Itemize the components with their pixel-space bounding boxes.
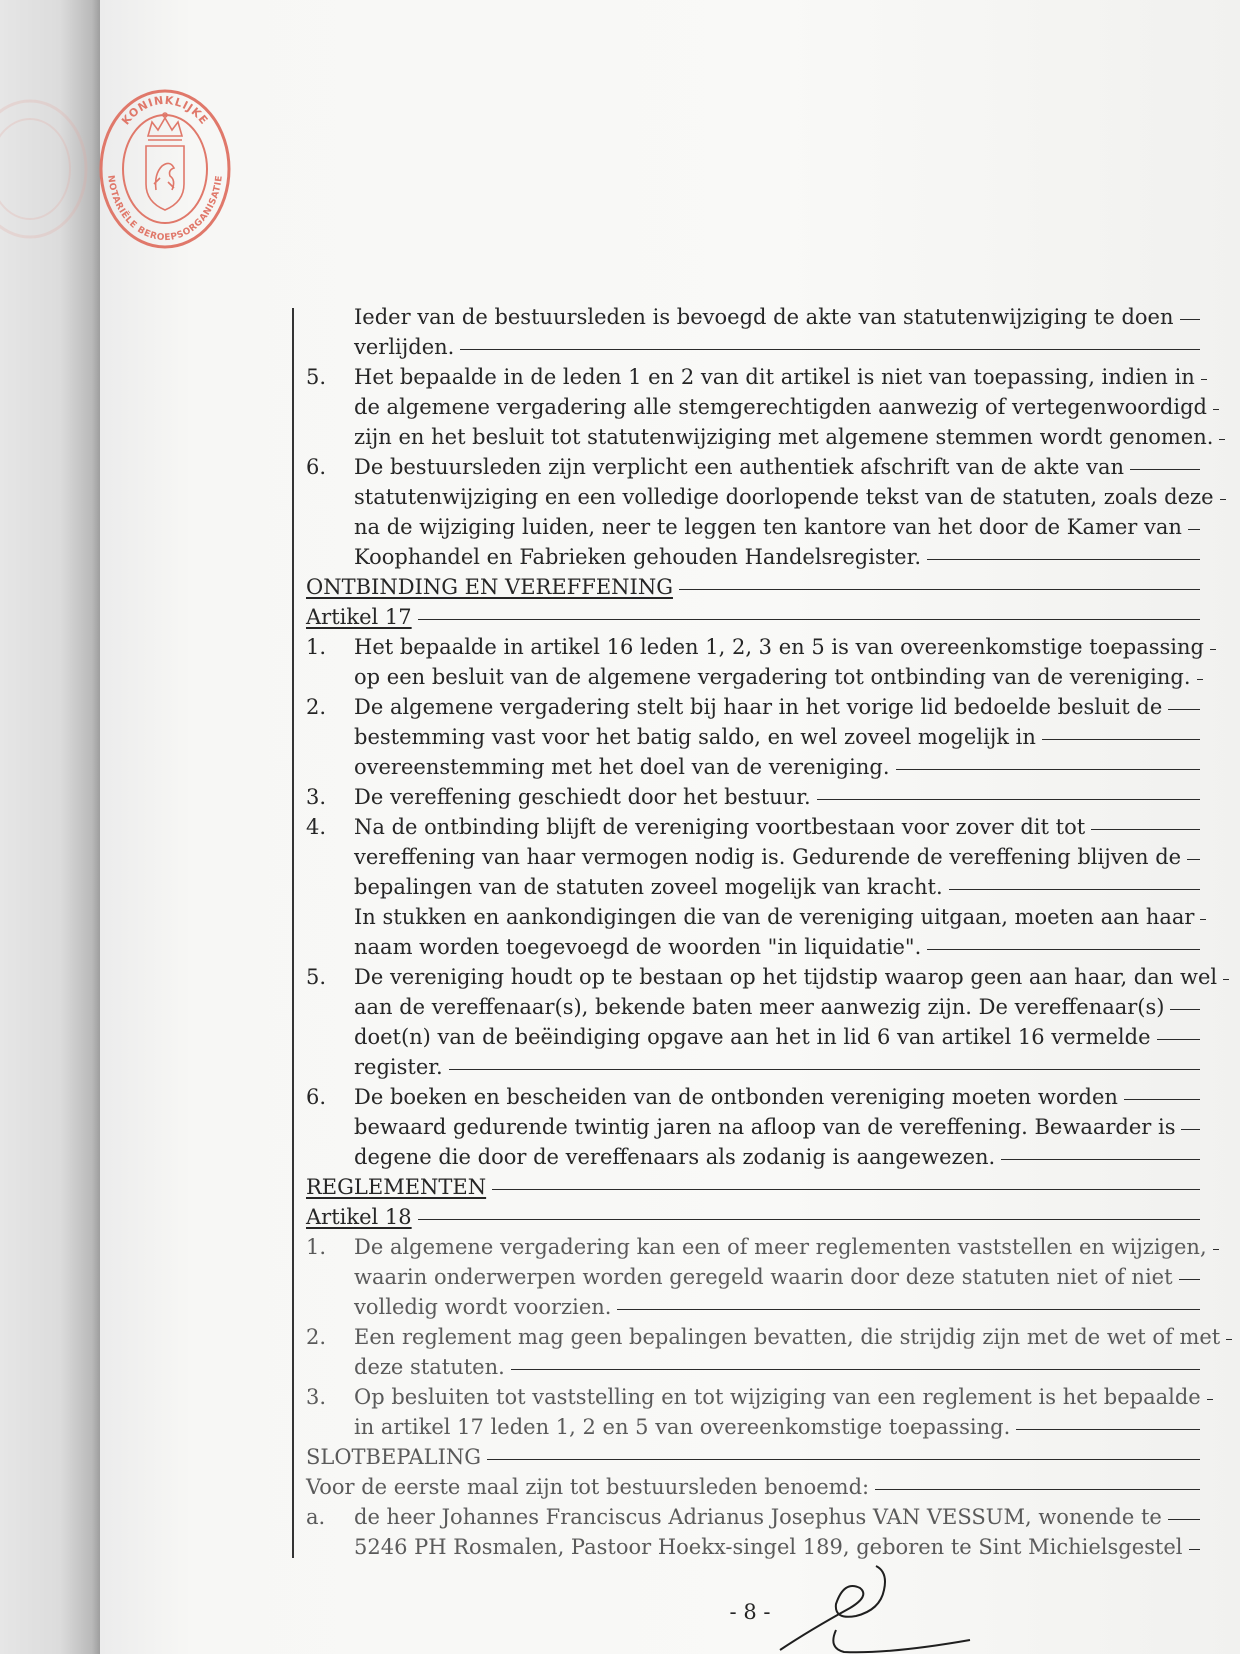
fill-dash (1179, 1279, 1200, 1280)
section-heading (306, 572, 1200, 602)
text-line (306, 692, 1200, 722)
clause-number: 6. (306, 1085, 327, 1109)
fill-dash (1168, 709, 1200, 710)
line-text: bepalingen van de statuten zoveel mogelijk van kracht. (354, 875, 943, 899)
notary-seal-stamp (98, 88, 232, 250)
line-text: In stukken en aankondigingen die van de vereniging uitgaan, moeten aan haar (354, 905, 1195, 929)
text-line (306, 1142, 1200, 1172)
fill-dash (1187, 859, 1200, 860)
fill-dash (896, 769, 1200, 770)
line-text: De boeken en bescheiden van de ontbonden vereniging moeten worden (354, 1085, 1118, 1109)
text-line (306, 752, 1200, 782)
text-line (306, 1232, 1207, 1262)
fill-dash (511, 1369, 1200, 1370)
text-line (306, 782, 1200, 812)
heading-text: ONTBINDING EN VEREFFENING (306, 575, 673, 599)
text-line (306, 1322, 1221, 1352)
text-line (306, 842, 1200, 872)
line-text: overeenstemming met het doel van de vereniging. (354, 755, 890, 779)
line-text: naam worden toegevoegd de woorden "in liquidatie". (354, 935, 922, 959)
line-text: op een besluit van de algemene vergadering tot ontbinding van de vereniging. (354, 665, 1191, 689)
fill-dash (927, 559, 1200, 560)
text-line (306, 512, 1200, 542)
clause-number: 1. (306, 1235, 327, 1259)
fill-dash (1181, 1129, 1200, 1130)
line-text: bestemming vast voor het batig saldo, en wel zoveel mogelijk in (354, 725, 1036, 749)
fill-dash (1219, 439, 1225, 440)
fill-dash (949, 889, 1200, 890)
section-heading (306, 1202, 1200, 1232)
seal-bottom-text: NOTARIËLE BEROEPSORGANISATIE (105, 174, 225, 244)
fill-dash (1042, 739, 1200, 740)
clause-number: 2. (306, 695, 327, 719)
fill-dash (1201, 379, 1207, 380)
clause-number: 4. (306, 815, 327, 839)
line-text: deze statuten. (354, 1355, 505, 1379)
fill-dash (1220, 499, 1226, 500)
line-text: Ieder van de bestuursleden is bevoegd de akte van statutenwijziging te doen (354, 305, 1174, 329)
text-line (306, 392, 1207, 422)
text-line (306, 902, 1200, 932)
heading-text: Artikel 17 (306, 605, 412, 629)
line-text: bewaard gedurende twintig jaren na afloop van de vereffening. Bewaarder is (354, 1115, 1176, 1139)
text-line (306, 1412, 1200, 1442)
clause-number: a. (306, 1505, 326, 1529)
fill-dash (875, 1489, 1200, 1490)
book-fold (0, 0, 100, 1654)
text-line (306, 332, 1200, 362)
line-text: register. (354, 1055, 443, 1079)
clause-number: 5. (306, 965, 327, 989)
text-line (306, 1502, 1200, 1532)
line-text: De bestuursleden zijn verplicht een authentiek afschrift van de akte van (354, 455, 1125, 479)
svg-text:KONINKLIJKE (119, 94, 211, 128)
svg-text:NOTARIËLE BEROEPSORGANISATIE (105, 175, 225, 244)
line-text: De vereniging houdt op te bestaan op het tijdstip waarop geen aan haar, dan wel (354, 965, 1218, 989)
fill-dash (1223, 979, 1229, 980)
fill-dash (1124, 1099, 1200, 1100)
ghost-seal-imprint (0, 96, 90, 242)
lion-shield-icon (146, 146, 184, 210)
fill-dash (817, 799, 1200, 800)
line-text: in artikel 17 leden 1, 2 en 5 van overeenkomstige toepassing. (354, 1415, 1011, 1439)
section-heading (306, 1172, 1200, 1202)
line-text: degene die door de vereffenaars als zodanig is aangewezen. (354, 1145, 996, 1169)
fill-dash (1213, 409, 1219, 410)
line-text: de heer Johannes Franciscus Adrianus Josephus VAN VESSUM, wonende te (354, 1505, 1162, 1529)
fill-dash (487, 1459, 1200, 1460)
fill-dash (449, 1069, 1200, 1070)
text-line (306, 632, 1204, 662)
line-text: doet(n) van de beëindiging opgave aan het in lid 6 van artikel 16 vermelde (354, 1025, 1151, 1049)
line-text: waarin onderwerpen worden geregeld waarin door deze statuten niet of niet (354, 1265, 1173, 1289)
clause-number: 5. (306, 365, 327, 389)
text-line (306, 992, 1200, 1022)
fill-dash (1016, 1429, 1200, 1430)
text-line (306, 1022, 1200, 1052)
text-line (306, 962, 1218, 992)
heading-text: REGLEMENTEN (306, 1175, 487, 1199)
line-text: Koophandel en Fabrieken gehouden Handelsregister. (354, 545, 921, 569)
fill-dash (1180, 319, 1200, 320)
fill-dash (1130, 469, 1200, 470)
line-text: na de wijziging luiden, neer te leggen ten kantore van het door de Kamer van (354, 515, 1182, 539)
line-text: de algemene vergadering alle stemgerechtigden aanwezig of vertegenwoordigd (354, 395, 1207, 419)
line-text: 5246 PH Rosmalen, Pastoor Hoekx-singel 189, geboren te Sint Michielsgestel (354, 1535, 1183, 1559)
text-line (306, 1532, 1200, 1562)
fill-dash (1189, 1549, 1200, 1550)
line-text: Op besluiten tot vaststelling en tot wijziging van een reglement is het bepaalde (354, 1385, 1201, 1409)
clause-number: 1. (306, 635, 327, 659)
fill-dash (1001, 1159, 1200, 1160)
fill-dash (679, 589, 1200, 590)
text-line (306, 1352, 1200, 1382)
clause-number: 6. (306, 455, 327, 479)
fill-dash (1091, 829, 1200, 830)
line-text: aan de vereffenaar(s), bekende baten meer aanwezig zijn. De vereffenaar(s) (354, 995, 1165, 1019)
fill-dash (460, 349, 1200, 350)
text-line (306, 542, 1200, 572)
fill-dash (1207, 1399, 1213, 1400)
text-line (306, 362, 1200, 392)
text-line (306, 302, 1200, 332)
fill-dash (1226, 1339, 1232, 1340)
line-text: Een reglement mag geen bepalingen bevatten, die strijdig zijn met de wet of met (354, 1325, 1221, 1349)
fill-dash (927, 949, 1200, 950)
text-line (306, 422, 1214, 452)
fill-dash (1200, 919, 1206, 920)
line-text: Voor de eerste maal zijn tot bestuursleden benoemd: (306, 1475, 870, 1499)
line-text: De vereffening geschiedt door het bestuur. (354, 785, 811, 809)
fill-dash (492, 1189, 1200, 1190)
text-line (306, 452, 1200, 482)
heading-text: Artikel 18 (306, 1205, 412, 1229)
text-line (306, 872, 1200, 902)
text-line (306, 1112, 1200, 1142)
fill-dash (1210, 649, 1216, 650)
line-text: Het bepaalde in artikel 16 leden 1, 2, 3 en 5 is van overeenkomstige toepassing (354, 635, 1204, 659)
fill-dash (1213, 1249, 1219, 1250)
text-line (306, 1382, 1200, 1412)
section-heading (306, 1442, 1200, 1472)
fill-dash (1157, 1039, 1201, 1040)
line-text: zijn en het besluit tot statutenwijziging met algemene stemmen wordt genomen. (354, 425, 1214, 449)
fill-dash (1168, 1519, 1200, 1520)
text-line (306, 1052, 1200, 1082)
line-text: De algemene vergadering stelt bij haar in het vorige lid bedoelde besluit de (354, 695, 1163, 719)
line-text: Na de ontbinding blijft de vereniging voortbestaan voor zover dit tot (354, 815, 1086, 839)
text-line (306, 1292, 1200, 1322)
deed-text (306, 302, 1221, 1562)
text-line (306, 1082, 1200, 1112)
clause-number: 3. (306, 785, 327, 809)
clause-number: 2. (306, 1325, 327, 1349)
text-line (306, 662, 1200, 692)
fill-dash (617, 1309, 1200, 1310)
fill-dash (418, 1219, 1200, 1220)
text-line (306, 482, 1214, 512)
margin-rule (292, 308, 294, 1558)
line-text: De algemene vergadering kan een of meer reglementen vaststellen en wijzigen, (354, 1235, 1207, 1259)
clause-number: 3. (306, 1385, 327, 1409)
page-number: - 8 - (729, 1600, 771, 1624)
line-text: statutenwijziging en een volledige doorlopende tekst van de statuten, zoals deze (354, 485, 1214, 509)
fill-dash (1197, 679, 1203, 680)
seal-top-text: KONINKLIJKE (119, 93, 211, 128)
text-line (306, 932, 1200, 962)
text-line (306, 722, 1200, 752)
line-text: verlijden. (354, 335, 455, 359)
line-text: vereffening van haar vermogen nodig is. Gedurende de vereffening blijven de (354, 845, 1182, 869)
text-line (306, 812, 1200, 842)
section-heading (306, 602, 1200, 632)
heading-text: SLOTBEPALING (306, 1445, 482, 1469)
text-line (306, 1472, 1200, 1502)
fill-dash (1170, 1009, 1200, 1010)
line-text: Het bepaalde in de leden 1 en 2 van dit artikel is niet van toepassing, indien in (354, 365, 1195, 389)
fill-dash (418, 619, 1200, 620)
fill-dash (1188, 529, 1200, 530)
line-text: volledig wordt voorzien. (354, 1295, 612, 1319)
text-line (306, 1262, 1200, 1292)
